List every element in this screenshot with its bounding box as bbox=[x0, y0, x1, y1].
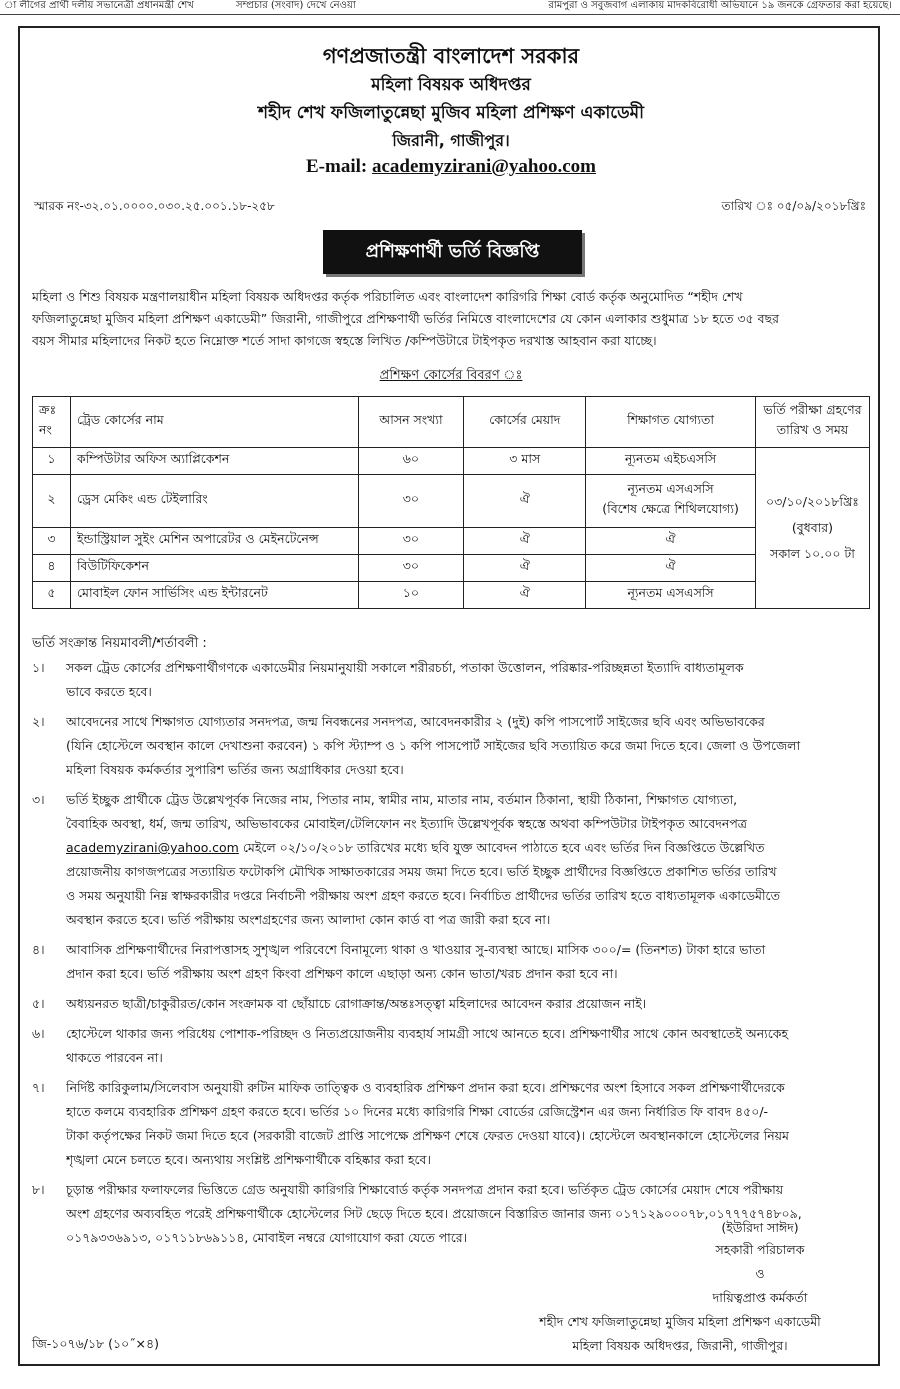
rule-line: ০১৭৯৩৩৬৯১৩, ০১৭১১৮৬৯১১৪, মোবাইল নম্বরে যোগাযোগ করা যেতে পারে। bbox=[66, 1230, 468, 1245]
intro-line: বয়স সীমার মহিলাদের নিকট হতে নিম্নোক্ত শর্তে সাদা কাগজে স্বহস্তে লিখিত /কম্পিউটারে টাইপকৃত দরখাস্ত আহবান করা যাচ্ছে। bbox=[32, 333, 657, 348]
qualification-main: ন্যূনতম এসএসসি bbox=[627, 481, 714, 496]
table-row bbox=[33, 582, 870, 609]
rule-line: ভাবে করতে হবে। bbox=[66, 684, 152, 699]
rule-line: ও সময় অনুযায়ী নিম্ন স্বাক্ষরকারীর দপ্তরে নির্বাচনী পরীক্ষায় অংশ গ্রহণ করতে হবে। নির্বাচিত প্রার্থীদের ভর্তির তারিখ হতে বাধ্যতামূলক একাডেমীতে bbox=[66, 888, 780, 903]
memo-number: স্মারক নং-৩২.০১.০০০০.০৩০.২৫.০০১.১৮-২৫৮ bbox=[34, 199, 275, 213]
cell-qualification bbox=[586, 475, 756, 528]
cell-duration: ঐ bbox=[464, 475, 586, 528]
cell-seats: ৩০ bbox=[358, 528, 464, 555]
signatory-title: সহকারী পরিচালক bbox=[715, 1242, 805, 1257]
cell-qualification: ন্যূনতম এইচএসসি bbox=[586, 448, 756, 475]
rule-item bbox=[32, 938, 870, 986]
cell-exam-schedule bbox=[755, 448, 869, 609]
cell-qualification: ঐ bbox=[586, 528, 756, 555]
rule-line: হোস্টেলে থাকার জন্য পরিধেয় পোশাক-পরিচ্ছদ ও নিত্যপ্রয়োজনীয় ব্যবহার্য সামগ্রী সাথে আনতে হবে। প্রশিক্ষণার্থীর সাথে কোন অবস্থাতেই অন্যকেহ bbox=[66, 1026, 789, 1041]
qualification-note: (বিশেষ ক্ষেত্রে শিথিলযোগ্য) bbox=[602, 501, 739, 516]
signatory-address: মহিলা বিষয়ক অধিদপ্তর, জিরানী, গাজীপুর। bbox=[572, 1338, 788, 1353]
rule-line: চূড়ান্ত পরীক্ষার ফলাফলের ভিত্তিতে গ্রেড অনুযায়ী কারিগরি শিক্ষাবোর্ড কর্তৃক সনদপত্র প্রদান করা হবে। ভর্তিকৃত ট্রেড কোর্সের মেয়াদ শেষে পরীক্ষায় bbox=[66, 1182, 784, 1197]
rule-item bbox=[32, 1076, 870, 1172]
rule-number: ৮। bbox=[32, 1182, 45, 1197]
rule-line: অবস্থান করতে হবে। ভর্তি পরীক্ষায় অংশগ্রহণের জন্য আলাদা কোন কার্ড বা পত্র জারী করা হবে না। bbox=[66, 912, 551, 927]
cell-serial: ৩ bbox=[33, 528, 71, 555]
header-serial: ক্রঃ নং bbox=[33, 397, 71, 448]
cell-course-name: ইন্ডাস্ট্রিয়াল সুইং মেশিন অপারেটর ও মেইনটেনেন্স bbox=[70, 528, 358, 555]
email-label: E-mail: bbox=[306, 156, 368, 177]
rule-number: ৭। bbox=[32, 1080, 45, 1095]
rule-item bbox=[32, 992, 870, 1016]
header-duration: কোর্সের মেয়াদ bbox=[464, 397, 586, 448]
table-row bbox=[33, 555, 870, 582]
exam-date: ০৩/১০/২০১৮খ্রিঃ bbox=[766, 494, 859, 509]
rule-email-link[interactable]: academyzirani@yahoo.com bbox=[66, 840, 239, 855]
cell-course-name: কম্পিউটার অফিস অ্যাপ্লিকেশন bbox=[70, 448, 358, 475]
cell-course-name: বিউটিফিকেশন bbox=[70, 555, 358, 582]
academy-name: শহীদ শেখ ফজিলাতুন্নেছা মুজিব মহিলা প্রশিক্ষণ একাডেমী bbox=[258, 103, 644, 123]
table-row bbox=[33, 528, 870, 555]
cell-serial: ১ bbox=[33, 448, 71, 475]
cell-seats: ৩০ bbox=[358, 475, 464, 528]
cell-duration: ৩ মাস bbox=[464, 448, 586, 475]
course-table bbox=[32, 396, 870, 609]
notice-banner: প্রশিক্ষণার্থী ভর্তি বিজ্ঞপ্তি bbox=[323, 230, 582, 274]
rule-line: (যিনি হোস্টেলে অবস্থান কালে দেখাশুনা করবেন) ১ কপি স্ট্যাম্প ও ১ কপি পাসপোর্ট সাইজের ছবি সত্যায়িত করে জমা দিতে হবে। জেলা ও উপজেলা bbox=[66, 738, 801, 753]
cell-serial: ৫ bbox=[33, 582, 71, 609]
adjacent-news-center: সম্প্রচার (সংবাদ) দেখে নেওয়া bbox=[236, 0, 356, 11]
rule-item bbox=[32, 1022, 870, 1070]
advertisement-frame bbox=[18, 26, 880, 1366]
table-header-row bbox=[33, 397, 870, 448]
rules-list bbox=[32, 656, 870, 1256]
signatory-name: (ইউরিদা সাঈদ) bbox=[721, 1220, 799, 1235]
cell-seats: ৩০ bbox=[358, 555, 464, 582]
reference-code: জি-১০৭৬/১৮ (১০˝×৪) bbox=[32, 1336, 159, 1351]
rule-number: ২। bbox=[32, 714, 45, 729]
course-details-title: প্রশিক্ষণ কোর্সের বিবরণ ঃ bbox=[379, 368, 523, 383]
cell-duration: ঐ bbox=[464, 555, 586, 582]
directorate-title: মহিলা বিষয়ক অধিদপ্তর bbox=[371, 75, 531, 95]
rule-line: সকল ট্রেড কোর্সের প্রশিক্ষণার্থীগণকে একাডেমীর নিয়মানুযায়ী সকালে শরীরচর্চা, পতাকা উত্তোলন, পরিষ্কার-পরিচ্ছন্নতা ইত্যাদি বাধ্যতামূলক bbox=[66, 660, 744, 675]
signatory-and: ও bbox=[755, 1266, 765, 1281]
cell-duration: ঐ bbox=[464, 582, 586, 609]
rule-item bbox=[32, 788, 870, 932]
exam-day: (বুধবার) bbox=[791, 520, 834, 535]
email-line bbox=[20, 156, 882, 178]
cell-seats: ৬০ bbox=[358, 448, 464, 475]
rule-line: আবাসিক প্রশিক্ষণার্থীদের নিরাপত্তাসহ সুশৃঙ্খল পরিবেশে বিনামূল্যে থাকা ও খাওয়ার সু-ব্যবস্থা আছে। মাসিক ৩০০/= (তিনশত) টাকা হারে ভাতা bbox=[66, 942, 766, 957]
rule-line: নির্দিষ্ট কারিকুলাম/সিলেবাস অনুযায়ী রুটিন মাফিক তাত্ত্বিক ও ব্যবহারিক প্রশিক্ষণ প্রদান করা হবে। প্রশিক্ষণের অংশ হিসাবে সকল প্রশিক্ষণার্থীদেরকে bbox=[66, 1080, 785, 1095]
adjacent-news-right: রামপুরা ও সবুজবাগ এলাকায় মাদকবিরোধী অভিযানে ১৯ জনকে গ্রেফতার করা হয়েছে। bbox=[548, 0, 892, 11]
rule-number: ৬। bbox=[32, 1026, 45, 1041]
cell-serial: ২ bbox=[33, 475, 71, 528]
rule-item bbox=[32, 710, 870, 782]
exam-time: সকাল ১০.০০ টা bbox=[770, 546, 855, 561]
rule-line: ভর্তি ইচ্ছুক প্রার্থীকে ট্রেড উল্লেখপূর্বক নিজের নাম, পিতার নাম, স্বামীর নাম, মাতার নাম, বর্তমান ঠিকানা, স্থায়ী ঠিকানা, শিক্ষাগত যোগ্যতা, bbox=[66, 792, 738, 807]
rule-line bbox=[66, 836, 870, 860]
rules-title: ভর্তি সংক্রান্ত নিয়মাবলী/শর্তাবলী : bbox=[32, 636, 207, 651]
rule-number: ১। bbox=[32, 660, 45, 675]
rule-line-rest: মেইলে ০২/১০/২০১৮ তারিখের মধ্যে ছবি যুক্ত আবেদন পাঠাতে হবে এবং ভর্তির দিন বিজ্ঞপ্তিতে উল্লেখিত bbox=[242, 840, 765, 855]
rule-line: অধ্যয়নরত ছাত্রী/চাকুরীরত/কোন সংক্রামক বা ছোঁয়াচে রোগাক্রান্ত/অন্তঃসত্ত্বা মহিলাদের আবেদন করার প্রয়োজন নাই। bbox=[66, 996, 647, 1011]
rule-line: মহিলা বিষয়ক কর্মকর্তার সুপারিশ ভর্তির জন্য অগ্রাধিকার দেওয়া হবে। bbox=[66, 762, 404, 777]
cell-serial: ৪ bbox=[33, 555, 71, 582]
header-qualification: শিক্ষাগত যোগ্যতা bbox=[586, 397, 756, 448]
adjacent-news-strip bbox=[0, 0, 900, 15]
rule-number: ৫। bbox=[32, 996, 45, 1011]
intro-line: মহিলা ও শিশু বিষয়ক মন্ত্রণালয়াধীন মহিলা বিষয়ক অধিদপ্তর কর্তৃক পরিচালিত এবং বাংলাদেশ কারিগরি শিক্ষা বোর্ড কর্তৃক অনুমোদিত “শহীদ শেখ bbox=[32, 289, 743, 304]
rule-line: প্রয়োজনীয় কাগজপত্রের সত্যায়িত ফটোকপি মৌখিক সাক্ষাতকারের সময় জমা দিতে হবে। ভর্তি ইচ্ছুক প্রার্থীদের বিজ্ঞপ্তিতে প্রকাশিত ভর্তির তারিখ bbox=[66, 864, 777, 879]
header-course-name: ট্রেড কোর্সের নাম bbox=[70, 397, 358, 448]
government-title: গণপ্রজাতন্ত্রী বাংলাদেশ সরকার bbox=[322, 44, 580, 68]
header-exam-date: ভর্তি পরীক্ষা গ্রহণের তারিখ ও সময় bbox=[755, 397, 869, 448]
rule-item bbox=[32, 656, 870, 704]
rule-line: অংশ গ্রহণের অব্যবহিত পরেই প্রশিক্ষণার্থীকে হোস্টেলের সিট ছেড়ে দিতে হবে। প্রয়োজনে বিস্তারিত জানার জন্য ০১৭১২৯০০০৭৮,০১৭৭৭৫৭৪৮০৯, bbox=[66, 1206, 802, 1221]
table-row bbox=[33, 448, 870, 475]
header-seats: আসন সংখ্যা bbox=[358, 397, 464, 448]
signatory-org: শহীদ শেখ ফজিলাতুন্নেছা মুজিব মহিলা প্রশিক্ষণ একাডেমী bbox=[539, 1314, 821, 1329]
intro-line: ফজিলাতুন্নেছা মুজিব মহিলা প্রশিক্ষণ একাডেমী” জিরানী, গাজীপুরে প্রশিক্ষণার্থী ভর্তির নিমিত্তে বাংলাদেশের যে কোন এলাকার শুধুমাত্র ১৮ হতে ৩৫ বছর bbox=[32, 311, 780, 326]
notice-date: তারিখ ঃ ০৫/০৯/২০১৮খ্রিঃ bbox=[721, 199, 866, 213]
rule-number: ৩। bbox=[32, 792, 45, 807]
rule-line: প্রদান করা হবে। ভর্তি পরীক্ষায় অংশ গ্রহণ কিংবা প্রশিক্ষণ কালে এছাড়া অন্য কোন ভাতা/খরচ প্রদান করা হবে না। bbox=[66, 966, 618, 981]
cell-course-name: মোবাইল ফোন সার্ভিসিং এন্ড ইন্টারনেট bbox=[70, 582, 358, 609]
rule-line: হাতে কলমে ব্যবহারিক প্রশিক্ষণ গ্রহণ করতে হবে। ভর্তির ১০ দিনের মধ্যে কারিগরি শিক্ষা বোর্ডের রেজিস্ট্রেশন এর জন্য নির্ধারিত ফি বাবদ ৪৫০/- bbox=[66, 1104, 769, 1119]
rule-line: থাকতে পারবেন না। bbox=[66, 1050, 163, 1065]
signatory-role: দায়িত্বপ্রাপ্ত কর্মকর্তা bbox=[712, 1290, 808, 1305]
cell-course-name: ড্রেস মেকিং এন্ড টেইলারিং bbox=[70, 475, 358, 528]
intro-paragraph bbox=[32, 286, 870, 352]
cell-seats: ১০ bbox=[358, 582, 464, 609]
cell-qualification: ন্যূনতম এসএসসি bbox=[586, 582, 756, 609]
adjacent-news-left: া লীগের প্রার্থী দলীয় সভানেত্রী প্রধানমন্ত্রী শেখ bbox=[4, 0, 194, 11]
email-link[interactable]: academyzirani@yahoo.com bbox=[371, 156, 596, 177]
rule-number: ৪। bbox=[32, 942, 45, 957]
rule-line: বৈবাহিক অবস্থা, ধর্ম, জন্ম তারিখ, অভিভাবকের মোবাইল/টেলিফোন নং ইত্যাদি উল্লেখপূর্বক স্বহস্তে অথবা কম্পিউটার টাইপকৃত আবেদনপত্র bbox=[66, 816, 747, 831]
rule-line: টাকা কর্তৃপক্ষের নিকট জমা দিতে হবে (সরকারী বাজেট প্রাপ্তি সাপেক্ষে প্রশিক্ষণ শেষে ফেরত দেওয়া যাবে)। হোস্টেলে অবস্থানকালে হোস্টেলের নিয়ম bbox=[66, 1128, 789, 1143]
cell-duration: ঐ bbox=[464, 528, 586, 555]
academy-address: জিরানী, গাজীপুর। bbox=[392, 131, 510, 150]
rule-line: শৃঙ্খলা মেনে চলতে হবে। অন্যথায় সংশ্লিষ্ট প্রশিক্ষণার্থীকে বহিষ্কার করা হবে। bbox=[66, 1152, 431, 1167]
rule-line: আবেদনের সাথে শিক্ষাগত যোগ্যতার সনদপত্র, জন্ম নিবন্ধনের সনদপত্র, আবেদনকারীর ২ (দুই) কপি পাসপোর্ট সাইজের ছবি এবং অভিভাবকের bbox=[66, 714, 765, 729]
table-row bbox=[33, 475, 870, 528]
cell-qualification: ঐ bbox=[586, 555, 756, 582]
